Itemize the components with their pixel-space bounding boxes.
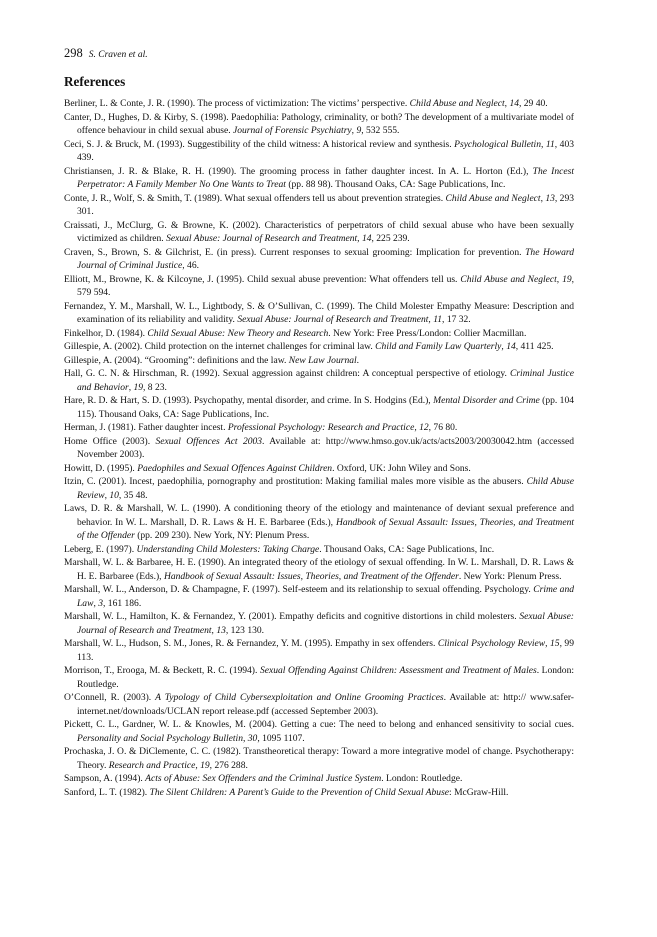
reference-entry: [64, 327, 574, 341]
reference-text: , 161 186.: [103, 597, 142, 609]
reference-text: Elliott, M., Browne, K. & Kilcoyne, J. (1995). Child sexual abuse prevention: What offenders tell us.: [64, 273, 461, 285]
reference-entry: [64, 718, 574, 745]
reference-text: Sanford, L. T. (1982).: [64, 786, 150, 798]
reference-text: Howitt, D. (1995).: [64, 462, 138, 474]
reference-text: Laws, D. R. & Marshall, W. L. (1990). A conditioning theory of the etiology and maintenance of deviant sexual preference and behavior. In W. L. Marshall, D. R. Laws & H. E. Barbaree (Eds.),: [64, 503, 574, 528]
reference-italic-text: 12: [419, 422, 429, 433]
reference-text: (pp. 209 230). New York, NY: Plenum Press.: [134, 530, 310, 541]
reference-italic-text: Child Abuse and Neglect: [460, 273, 557, 285]
reference-entry: [64, 435, 574, 462]
reference-entry: [64, 772, 574, 786]
reference-text: , 99 113.: [77, 638, 574, 663]
reference-entry: [64, 340, 574, 354]
reference-text: Hare, R. D. & Hart, S. D. (1993). Psychopathy, mental disorder, and crime. In S. Hodgins (Ed.),: [64, 395, 434, 406]
reference-text: Gillespie, A. (2002). Child protection on the internet challenges for criminal law.: [64, 341, 376, 352]
reference-text: ,: [501, 341, 507, 352]
reference-entry: [64, 273, 574, 300]
reference-italic-text: 19: [133, 381, 144, 393]
reference-italic-text: Understanding Child Molesters: Taking Charge: [136, 543, 320, 555]
reference-text: ,: [195, 759, 201, 771]
reference-text: ,: [540, 138, 546, 150]
reference-text: Morrison, T., Erooga, M. & Beckett, R. C. (1994).: [64, 665, 260, 676]
reference-italic-text: The Silent Children: A Parent’s Guide to the Prevention of Child Sexual Abuse: [149, 786, 450, 798]
reference-italic-text: Sexual Abuse: Journal of Research and Treatment: [166, 233, 358, 244]
reference-text: ,: [242, 732, 248, 744]
reference-italic-text: Professional Psychology: Research and Practice: [227, 422, 415, 433]
reference-text: . London: Routledge.: [381, 773, 463, 784]
reference-italic-text: 13: [545, 192, 555, 204]
references-list: [64, 97, 574, 799]
reference-italic-text: 30: [247, 732, 258, 744]
reference-entry: [64, 219, 574, 246]
reference-text: Ceci, S. J. & Bruck, M. (1993). Suggestibility of the child witness: A historical review and synthesis.: [64, 138, 455, 150]
reference-text: Fernandez, Y. M., Marshall, W. L., Lightbody, S. & O’Sullivan, C. (1999). The Child Molester Empathy Measure: Description and examination of its reliability and validity.: [64, 300, 574, 325]
reference-italic-text: Sexual Abuse: Journal of Research and Treatment: [237, 314, 429, 325]
reference-italic-text: Child Abuse and Neglect: [445, 192, 541, 204]
reference-text: ,: [211, 624, 217, 636]
reference-italic-text: 9: [356, 125, 362, 136]
reference-italic-text: Sexual Abuse: Journal of Research and Treatment: [77, 611, 574, 636]
reference-italic-text: Handbook of Sexual Assault: Issues, Theories, and Treatment of the Offender: [163, 570, 459, 582]
reference-entry: [64, 664, 574, 691]
reference-italic-text: 11: [433, 314, 443, 325]
reference-entry: [64, 165, 574, 192]
reference-entry: [64, 421, 574, 435]
reference-italic-text: Crime and Law: [77, 584, 575, 609]
reference-text: Marshall, W. L., Hamilton, K. & Fernandez, Y. (2001). Empathy deficits and cognitive distortions in child molesters.: [64, 611, 520, 622]
reference-text: (pp. 104 115). Thousand Oaks, CA: Sage Publications, Inc.: [77, 395, 575, 420]
reference-text: ,: [351, 125, 357, 136]
reference-italic-text: 14: [361, 233, 372, 244]
reference-text: ,: [128, 381, 134, 393]
reference-text: Finkelhor, D. (1984).: [64, 327, 148, 339]
reference-text: Pickett, C. L., Gardner, W. L. & Knowles, M. (2004). Getting a cue: The need to belong and enhanced sensitivity to social cues.: [64, 719, 574, 730]
reference-italic-text: 15: [550, 638, 560, 649]
reference-text: , 8 23.: [143, 381, 167, 393]
reference-italic-text: Child Abuse and Neglect: [409, 98, 505, 109]
running-head: [64, 44, 148, 62]
reference-italic-text: Handbook of Sexual Assault: Issues, Theories, and Treatment of the Offender: [77, 516, 574, 541]
reference-italic-text: Psychological Bulletin: [454, 138, 541, 150]
reference-italic-text: 13: [216, 624, 226, 636]
reference-text: O’Connell, R. (2003).: [64, 692, 156, 703]
reference-text: ,: [93, 597, 99, 609]
reference-italic-text: Child Sexual Abuse: New Theory and Research: [147, 327, 329, 339]
reference-italic-text: 19: [200, 759, 210, 771]
reference-text: , 411 425.: [515, 341, 554, 352]
reference-entry: [64, 583, 574, 610]
reference-text: ,: [540, 192, 546, 204]
reference-text: Hall, G. C. N. & Hirschman, R. (1992). Sexual aggression against children: A conceptual perspective of etiology.: [64, 368, 510, 379]
reference-text: Craven, S., Brown, S. & Gilchrist, E. (in press). Current responses to sexual grooming: Implication for prevention.: [64, 246, 526, 258]
reference-text: , 29 40.: [518, 98, 548, 109]
reference-text: ,: [414, 422, 420, 433]
reference-italic-text: Child and Family Law Quarterly: [375, 341, 502, 352]
reference-text: .: [356, 354, 360, 366]
reference-text: Conte, J. R., Wolf, S. & Smith, T. (1989). What sexual offenders tell us about prevention strategies.: [64, 192, 446, 204]
reference-italic-text: Child Abuse Review: [77, 476, 575, 501]
reference-text: , 76 80.: [428, 422, 458, 433]
reference-text: , 579 594.: [77, 273, 574, 298]
reference-text: Canter, D., Hughes, D. & Kirby, S. (1998). Paedophilia: Pathology, criminality, or both? The development of a multivariate model of offence behaviour in child sexual abuse.: [64, 111, 574, 136]
reference-text: ,: [357, 233, 362, 244]
reference-italic-text: Clinical Psychology Review: [437, 638, 546, 649]
reference-text: , 276 288.: [209, 759, 248, 771]
reference-entry: [64, 111, 574, 138]
reference-italic-text: 11: [545, 138, 555, 150]
reference-entry: [64, 610, 574, 637]
reference-entry: [64, 462, 574, 476]
reference-text: , 35 48.: [118, 489, 148, 501]
reference-text: , 293 301.: [77, 192, 575, 217]
reference-text: . London: Routledge.: [77, 665, 574, 690]
reference-text: . Oxford, UK: John Wiley and Sons.: [332, 462, 471, 474]
reference-italic-text: 3: [98, 597, 104, 609]
reference-entry: [64, 246, 574, 273]
reference-text: (pp. 88 98). Thousand Oaks, CA: Sage Publications, Inc.: [285, 179, 506, 190]
reference-text: Craissati, J., McClurg, G. & Browne, K. (2002). Characteristics of perpetrators of child sexual abuse who have been sexually victimized as children.: [64, 219, 574, 244]
page-number: 298: [64, 46, 83, 60]
reference-entry: [64, 745, 574, 772]
reference-text: Marshall, W. L., Hudson, S. M., Jones, R. & Fernandez, Y. M. (1995). Empathy in sex offenders.: [64, 638, 438, 649]
reference-entry: [64, 691, 574, 718]
reference-text: Sampson, A. (1994).: [64, 773, 146, 784]
reference-entry: [64, 192, 574, 219]
reference-text: Home Office (2003).: [64, 435, 156, 447]
reference-italic-text: Journal of Forensic Psychiatry: [232, 125, 352, 136]
reference-italic-text: A Typology of Child Cybersexploitation and Online Grooming Practices: [155, 692, 444, 703]
reference-entry: [64, 502, 574, 543]
reference-text: : McGraw-Hill.: [449, 786, 509, 798]
reference-text: Prochaska, J. O. & DiClemente, C. C. (1982). Transtheoretical therapy: Toward a more integrative model of change. Psychotherapy: Theory.: [64, 746, 574, 771]
reference-italic-text: Sexual Offending Against Children: Assessment and Treatment of Males: [259, 665, 537, 676]
reference-text: Itzin, C. (2001). Incest, paedophilia, pornography and prostitution: Making familial males more visible as the abusers.: [64, 476, 527, 487]
reference-entry: [64, 543, 574, 557]
reference-italic-text: The Incest Perpetrator: A Family Member No One Wants to Treat: [77, 165, 574, 190]
reference-italic-text: 19: [562, 273, 572, 285]
reference-text: Berliner, L. & Conte, J. R. (1990). The process of victimization: The victims’ perspective.: [64, 98, 410, 109]
reference-text: Christiansen, J. R. & Blake, R. H. (1990). The grooming process in father daughter incest. In A. L. Horton (Ed.),: [64, 165, 533, 177]
reference-text: Marshall, W. L., Anderson, D. & Champagne, F. (1997). Self-esteem and its relationship to sexual offending. Psychology.: [64, 584, 534, 595]
reference-entry: [64, 138, 574, 165]
reference-text: . Available at: http:// www.safer-internet.net/downloads/UCLAN report release.pdf (accessed September 2003).: [77, 692, 574, 717]
reference-text: ,: [504, 98, 510, 109]
reference-text: Marshall, W. L. & Barbaree, H. E. (1990). An integrated theory of the etiology of sexual offending. In W. L. Marshall, D. R. Laws & H. E. Barbaree (Eds.),: [64, 557, 574, 582]
reference-text: , 123 130.: [225, 624, 265, 636]
reference-italic-text: Mental Disorder and Crime: [433, 395, 540, 406]
reference-text: , 17 32.: [442, 314, 471, 325]
reference-text: ,: [545, 638, 551, 649]
reference-italic-text: 10: [109, 489, 119, 501]
reference-text: , 225 239.: [371, 233, 410, 244]
reference-italic-text: Criminal Justice and Behavior: [77, 368, 575, 393]
reference-entry: [64, 394, 574, 421]
reference-text: , 46.: [182, 260, 199, 271]
reference-entry: [64, 97, 574, 111]
reference-text: , 403 439.: [77, 138, 574, 163]
reference-entry: [64, 786, 574, 800]
reference-text: , 532 555.: [361, 125, 400, 136]
reference-text: ,: [556, 273, 563, 285]
reference-text: . New York: Plenum Press.: [458, 570, 562, 582]
reference-text: . Thousand Oaks, CA: Sage Publications, Inc.: [319, 543, 495, 555]
reference-entry: [64, 367, 574, 394]
reference-entry: [64, 354, 574, 368]
reference-text: . New York: Free Press/London: Collier Macmillan.: [328, 327, 527, 339]
reference-text: , 1095 1107.: [257, 732, 305, 744]
reference-italic-text: Research and Practice: [108, 759, 196, 771]
reference-entry: [64, 637, 574, 664]
reference-entry: [64, 556, 574, 583]
reference-text: . Available at: http://www.hmso.gov.uk/acts/acts2003/20030042.htm (accessed November 2003).: [77, 435, 574, 460]
reference-italic-text: New Law Journal: [288, 354, 357, 366]
reference-text: ,: [428, 314, 434, 325]
reference-italic-text: The Howard Journal of Criminal Justice: [77, 246, 574, 271]
reference-italic-text: Paedophiles and Sexual Offences Against Children: [137, 462, 333, 474]
reference-entry: [64, 475, 574, 502]
reference-text: ,: [104, 489, 110, 501]
reference-text: Herman, J. (1981). Father daughter incest.: [64, 422, 228, 433]
reference-italic-text: Sexual Offences Act 2003: [155, 435, 263, 447]
reference-entry: [64, 300, 574, 327]
reference-italic-text: 14: [509, 98, 519, 109]
references-heading: References: [64, 74, 126, 89]
reference-italic-text: 14: [506, 341, 516, 352]
reference-text: Gillespie, A. (2004). “Grooming”: definitions and the law.: [64, 354, 289, 366]
reference-italic-text: Personality and Social Psychology Bulletin: [77, 732, 243, 744]
reference-text: Leberg, E. (1997).: [64, 543, 137, 555]
running-head-authors: S. Craven et al.: [88, 50, 148, 60]
reference-italic-text: Acts of Abuse: Sex Offenders and the Criminal Justice System: [145, 773, 382, 784]
